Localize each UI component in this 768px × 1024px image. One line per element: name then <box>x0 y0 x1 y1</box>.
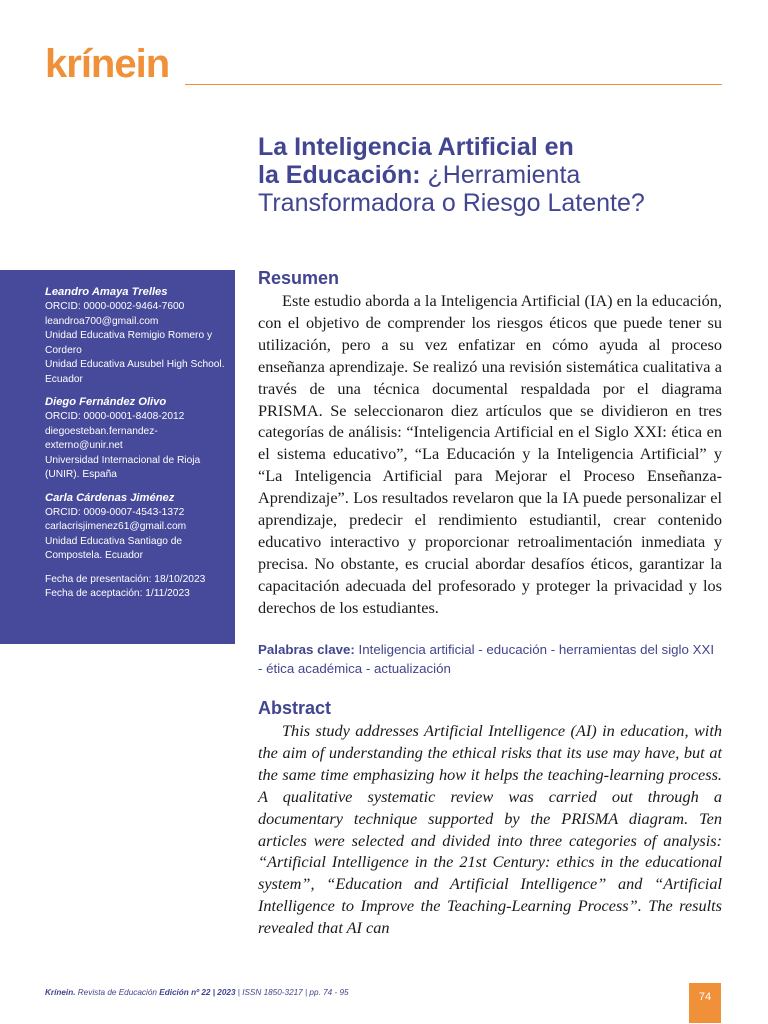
footer-issn: | ISSN 1850-3217 | pp. 74 - 95 <box>235 988 349 997</box>
resumen-body: Este estudio aborda a la Inteligencia Artificial (IA) en la educación, con el objetivo de comprender los riesgos éticos que puede tener su utilización, pero a su vez enfatizar en cómo ayuda al proceso enseñanza aprendizaje. Se realizó una revisión sistemática cualitativa a través de una técnica documental respaldada por el diagrama PRISMA. Se seleccionaron diez artículos que se dividieron en tres categorías de análisis: “Inteligencia Artificial en el Siglo XXI: ética en el sistema educativo”, “La Educación y la Inteligencia Artificial” y “La Inteligencia Artificial para Mejorar el Proceso Enseñanza-Aprendizaje”. Los resultados revelaron que la IA puede personalizar el aprendizaje, predecir el rendimiento estudiantil, crear contenido educativo interactivo y proporcionar retroalimentación inmediata y precisa. No obstante, es crucial abordar desafíos éticos, garantizar la capacitación adecuada del profesorado y proteger la privacidad y los derechos de los estudiantes. <box>258 291 722 617</box>
date-submitted: Fecha de presentación: 18/10/2023 <box>45 573 206 585</box>
author-affiliation: Unidad Educativa Santiago de Compostela. Ecuador <box>45 535 183 561</box>
resumen-heading: Resumen <box>258 268 340 288</box>
abstract-body: This study addresses Artificial Intelligence (AI) in education, with the aim of understanding the ethical risks that its use may have, but at the same time emphasizing how it helps the teaching-learning process. A qualitative systematic review was carried out through a documentary technique supported by the PRISMA diagram. Ten articles were selected and divided into three categories of analysis: “Artificial Intelligence in the 21st Century: ethics in the educational system”, “Education and Artificial Intelligence” and “Artificial Intelligence to Improve the Teaching-Learning Process”. The results revealed that AI can <box>258 721 722 938</box>
page-number: 74 <box>689 983 721 1023</box>
title-line-3: Transformadora o Riesgo Latente? <box>258 189 645 217</box>
author-block <box>45 284 225 387</box>
footer-edition: Edición nº 22 | 2023 <box>159 988 236 997</box>
journal-logo: krínein <box>45 42 170 86</box>
author-sidebar <box>0 270 235 644</box>
author-name: Diego Fernández Olivo <box>45 396 167 408</box>
footer-journal-sub: Revista de Educación <box>75 988 160 997</box>
author-orcid: ORCID: 0000-0002-9464-7600 <box>45 301 185 312</box>
author-name: Carla Cárdenas Jiménez <box>45 491 175 504</box>
footer-journal: Krínein. <box>45 988 76 997</box>
keywords <box>258 640 722 678</box>
keywords-text: Inteligencia artificial - educación - herramientas del siglo XXI - ética académica - actualización <box>258 642 715 676</box>
author-affiliation: Unidad Educativa Remigio Romero y Cordero <box>45 330 213 356</box>
article-title <box>258 133 728 217</box>
title-line-2-rest: ¿Herramienta <box>420 161 581 189</box>
author-orcid: ORCID: 0009-0007-4543-1372 <box>45 506 185 518</box>
submission-dates <box>45 573 225 602</box>
author-name: Leandro Amaya Trelles <box>45 286 168 298</box>
header-divider <box>185 84 722 85</box>
author-block <box>45 490 225 564</box>
page-footer <box>45 987 349 999</box>
author-affiliation-2: Unidad Educativa Ausubel High School. Ecuador <box>45 359 225 385</box>
title-line-2-bold: la Educación: <box>258 161 421 189</box>
author-email[interactable]: leandroa700@gmail.com <box>45 315 159 327</box>
author-block <box>45 394 225 483</box>
date-accepted: Fecha de aceptación: 1/11/2023 <box>45 588 190 599</box>
keywords-label: Palabras clave: <box>258 642 355 657</box>
author-email[interactable]: carlacrisjimenez61@gmail.com <box>45 521 187 532</box>
abstract-heading: Abstract <box>258 698 332 718</box>
title-line-1: La Inteligencia Artificial en <box>258 133 574 161</box>
author-email[interactable]: diegoesteban.fernandez-externo@unir.net <box>45 425 158 451</box>
author-orcid: ORCID: 0000-0001-8408-2012 <box>45 411 185 422</box>
author-affiliation: Universidad Internacional de Rioja (UNIR). España <box>45 454 201 480</box>
